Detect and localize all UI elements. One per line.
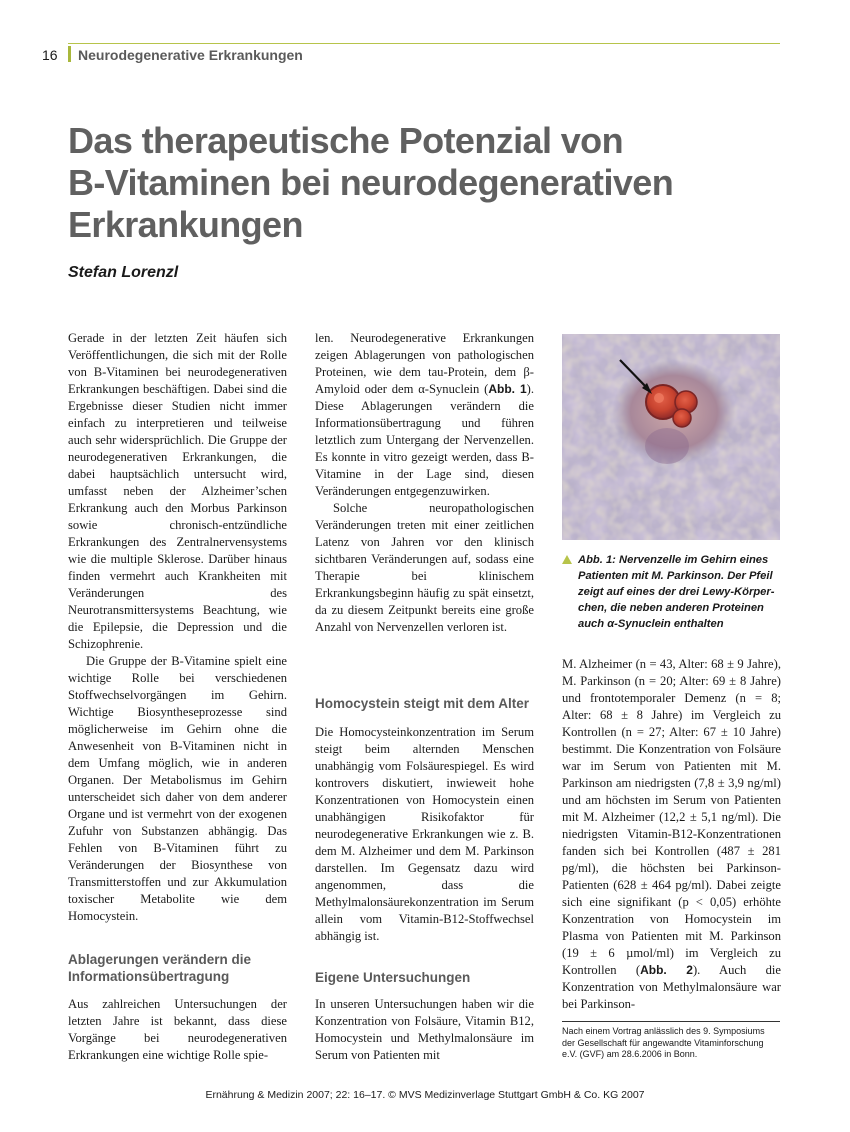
footnote-rule (562, 1021, 780, 1022)
micrograph-svg (562, 334, 780, 540)
page-number: 16 (42, 47, 58, 63)
paragraph: Gerade in der letzten Zeit häufen sich Veröffentlichungen, die sich mit der Rolle von B-Vitaminen bei neurodegenerativen Erkrankungen beschäftigen. Dabei sind die Ergebnisse dieser Studien nicht immer einfach zu interpretieren und teilweise auch sehr widersprüchlich. Die Gruppe der neurodegenerativen Erkrankungen, die dabei hauptsächlich untersucht wird, umfasst neben der Alzheimer’schen Erkrankung auch den Morbus Parkinson sowie chronisch-entzündliche Erkrankungen des Zentralnervensystems wie die multiple Sklerose. Darüber hinaus finden vermehrt auch Krankheiten mit Veränderungen des Neurotransmittersystems Beachtung, wie die Epilepsie, die Depression und die Schizophrenie. (68, 331, 287, 651)
paragraph: Aus zahlreichen Untersuchungen der letzten Jahre ist bekannt, dass diese Vorgänge bei neurodegenerativen Erkrankungen eine wichtige Rolle spie- (68, 997, 287, 1062)
caption-line: Patienten mit M. Parkinson. Der Pfeil (578, 570, 773, 582)
article-title (68, 120, 788, 246)
section-heading: Eigene Untersuchungen (315, 970, 471, 985)
text-column-3 (562, 656, 781, 1013)
page-footer-citation: Ernährung & Medizin 2007; 22: 16–17. © MVS Medizinverlage Stuttgart GmbH & Co. KG 2007 (205, 1089, 645, 1101)
paragraph: In unseren Untersuchungen haben wir die Konzentration von Folsäure, Vitamin B12, Homocystein und Methylmalonsäure im Serum von Patienten mit (315, 997, 534, 1062)
footnote (562, 1026, 784, 1061)
running-header-section: Neurodegenerative Erkrankungen (78, 47, 303, 63)
text-column-2 (315, 330, 534, 636)
text-column-1-cont (68, 996, 287, 1064)
header-rule (68, 43, 780, 44)
section-heading: Homocystein steigt mit dem Alter (315, 696, 530, 711)
text-run: ). Diese Ablagerungen verändern die Informationsübertragung und führen letztlich zum Untergang der Nervenzellen. Es konnte in vitro gezeigt werden, dass B-Vitamine in der Lage sind, diesen Veränderungen entgegenzuwirken. (315, 382, 534, 498)
footnote-line: der Gesellschaft für angewandte Vitaminforschung (562, 1037, 764, 1048)
footnote-line: Nach einem Vortrag anlässlich des 9. Symposiums (562, 1026, 765, 1036)
paragraph (315, 330, 534, 500)
title-line: Das therapeutische Potenzial von (68, 120, 623, 161)
section-heading (68, 951, 251, 985)
author-name: Stefan Lorenzl (68, 264, 179, 281)
paragraph: Die Gruppe der B-Vitamine spielt eine wichtige Rolle bei verschiedenen Stoffwechselvorgängen im Gehirn. Wichtige Biosyntheseprozesse sind möglicherweise im Gehirn ohne die Anwesenheit von B-Vitaminen nicht in dem Umfang möglich, wie in anderen Organen. Der Metabolismus im Gehirn unterscheidet sich daher von dem anderer Organe und ist vermehrt von der exogenen Zufuhr von Substanzen abhängig. Das Fehlen von B-Vitaminen führt zu Veränderungen der Biosynthese von Transmitterstoffen und zur Akkumulation toxischer Metabolite wie dem Homocystein. (68, 654, 287, 923)
caption-line: zeigt auf eines der drei Lewy-Körper- (578, 586, 775, 598)
text-column-2-cont (315, 996, 534, 1064)
paragraph: Solche neuropathologischen Veränderungen treten mit einer zeitlichen Latenz von Jahren vor den klinisch sichtbaren Veränderungen auf, sodass eine Therapie bei klinischem Erkrankungsbeginn häufig zu spät einsetzt, da zu diesem Zeitpunkt bereits eine große Anzahl von Nervenzellen verloren ist. (315, 501, 534, 634)
paragraph (562, 656, 781, 1013)
micrograph-image (562, 334, 780, 540)
caption-triangle-icon (562, 555, 572, 564)
figure-reference: Abb. 2 (640, 963, 693, 977)
text-column-2-cont (315, 724, 534, 945)
text-run: M. Alzheimer (n = 43, Alter: 68 ± 9 Jahre), M. Parkinson (n = 20; Alter: 69 ± 8 Jahre) und frontotemporaler Demenz (n = 8; Alter: 68 ± 8 Jahre) im Vergleich zu Kontrollen (n = 27; Alter: 67 ± 10 Jahre) bestimmt. Die Konzentration von Folsäure war im Serum von Patienten mit M. Parkinson am niedrigsten (7,8 ± 3,9 ng/ml) und am höchsten im Serum von Patienten mit M. Alzheimer (12,2 ± 5,1 ng/ml). Die niedrigsten Vitamin-B12-Konzentrationen fanden sich bei Kontrollen (487 ± 281 pg/ml), die höchsten bei Parkinson-Patienten (628 ± 464 pg/ml). Dabei zeigte sich eine signifikant (p < 0,05) erhöhte Konzentration von Homocystein im Plasma von Patienten mit M. Parkinson (19 ± 6 µmol/ml) im Vergleich zu Kontrollen ( (562, 657, 781, 977)
text-column-1 (68, 330, 287, 925)
title-line: B-Vitaminen bei neurodegenerativen (68, 162, 674, 203)
figure-reference: Abb. 1 (488, 382, 527, 396)
text-run: ). Auch die Konzentration von Methylmalonsäure war bei Parkinson- (562, 963, 781, 1011)
text-run: len. Neurodegenerative Erkrankungen zeigen Ablagerungen von pathologischen Proteinen, wie dem tau-Protein, dem β-Amyloid oder dem α-Synuclein ( (315, 331, 534, 396)
header-accent-bar (68, 46, 71, 62)
caption-line: chen, die neben anderen Proteinen (578, 602, 764, 614)
footnote-line: e.V. (GVF) am 28.6.2006 in Bonn. (562, 1049, 698, 1059)
heading-line: Informationsübertragung (68, 969, 230, 984)
figure-caption (562, 552, 782, 632)
caption-line: auch α-Synuclein enthalten (578, 618, 724, 630)
caption-line: Abb. 1: Nervenzelle im Gehirn eines (578, 554, 769, 566)
heading-line: Ablagerungen verändern die (68, 952, 252, 967)
paragraph: Die Homocysteinkonzentration im Serum steigt beim alternden Menschen unabhängig vom Folsäurespiegel. Es wird kontrovers diskutiert, inwieweit hohe Konzentrationen von Homocystein einen unabhängigen Risikofaktor für neurodegenerative Erkrankungen wie z. B. dem M. Alzheimer und dem M. Parkinson darstellen. Im Gegensatz dazu wird angenommen, dass die Methylmalonsäurekonzentration im Serum allein vom Vitamin-B12-Stoffwechsel abhängig ist. (315, 725, 534, 943)
title-line: Erkrankungen (68, 204, 303, 245)
